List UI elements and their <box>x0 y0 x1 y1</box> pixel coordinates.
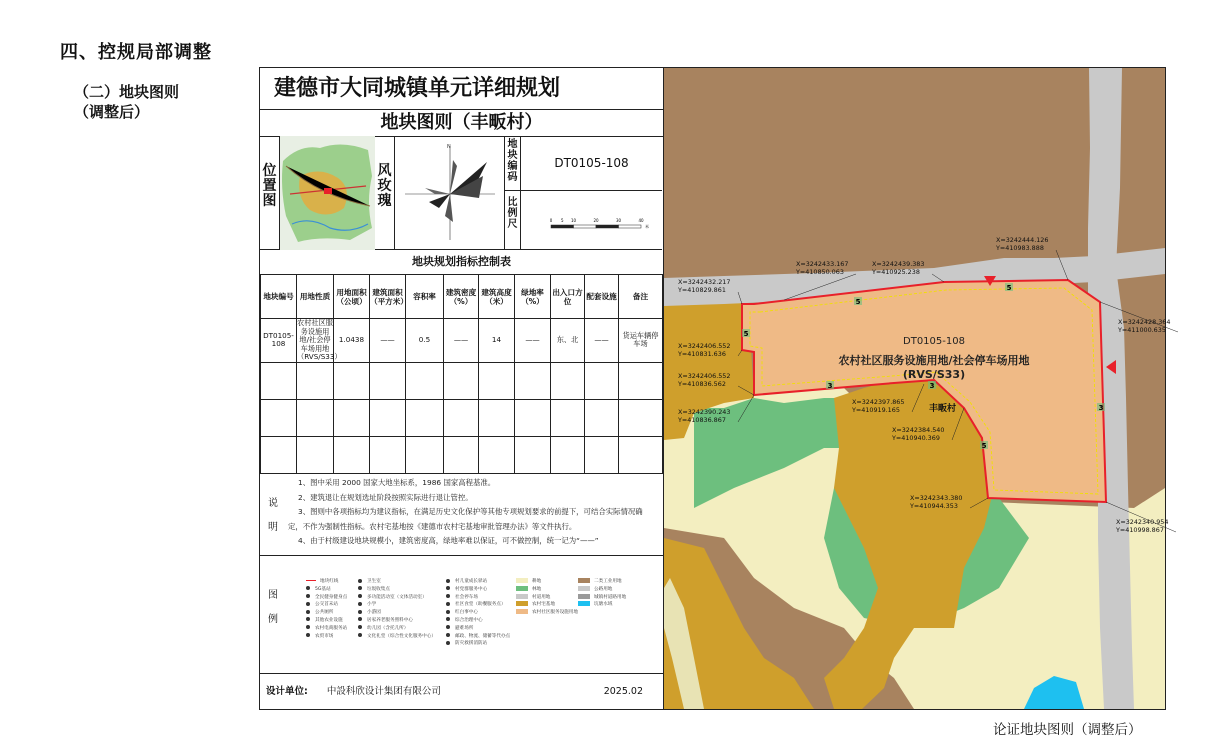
coord-y-label: Y=410831.636 <box>678 350 726 358</box>
setback-label: 3 <box>1098 404 1104 412</box>
plan-sheet <box>259 67 1171 710</box>
index-table-cell <box>551 399 585 436</box>
index-table <box>260 274 663 474</box>
index-table-cell <box>585 362 619 399</box>
legend-item: 小学 <box>358 601 436 609</box>
plot-use-label: 农村社区服务设施用地/社会停车场用地 <box>838 354 1030 367</box>
plot-code-label-cell <box>505 136 521 191</box>
index-table-cell: —— <box>370 319 406 363</box>
scale-tick-label: 30 <box>615 218 622 223</box>
note-line: 1、图中采用 2000 国家大地坐标系，1986 国家高程基准。 <box>298 478 496 487</box>
index-table-title: 地块规划指标控制表 <box>260 250 663 275</box>
figure-caption: 论证地块图则（调整后） <box>993 722 1142 738</box>
coord-x-label: X=3242397.865 <box>852 398 905 406</box>
scale-bar <box>521 191 662 250</box>
sheet-footer <box>260 674 663 709</box>
coord-y-label: Y=410829.861 <box>678 286 726 294</box>
scale-label: 比 例 尺 <box>507 197 518 230</box>
coord-x-label: X=3242433.167 <box>796 260 849 268</box>
index-table-cell <box>444 362 479 399</box>
legend-item: 农村社区服务设施用地 <box>516 609 578 617</box>
scale-tick-label: 0 <box>549 218 553 223</box>
designer-label: 设计单位: <box>266 686 308 697</box>
legend-item: 社会停车场 <box>446 594 510 602</box>
index-table-cell: —— <box>585 319 619 363</box>
coord-y-label: Y=410919.165 <box>852 406 900 414</box>
index-table-cell <box>297 399 334 436</box>
plot-map <box>664 68 1171 709</box>
coord-y-label: Y=410925.238 <box>872 268 920 276</box>
index-table-cell: 农村社区服务设施用地/社会停车场用地（RVS/S33） <box>297 318 342 361</box>
index-table-cell <box>334 436 370 473</box>
plot-code-map-label: (RVS/S33) <box>902 368 966 381</box>
legend-item: 二类工业用地 <box>578 578 626 586</box>
note-line: 2、建筑退让在规划选址阶段按照实际进行退让管控。 <box>298 492 473 502</box>
notes-label: 说 明 <box>268 498 278 533</box>
index-table-cell <box>515 436 551 473</box>
index-table-header: 出入口方位 <box>551 275 585 319</box>
index-table-header-row <box>261 275 663 319</box>
plot-code-value: DT0105-108 <box>554 156 629 170</box>
coord-y-label: Y=410940.369 <box>892 434 940 442</box>
index-table-cell: —— <box>444 319 479 363</box>
coord-x-label: X=3242432.217 <box>678 278 731 286</box>
index-table-cell <box>585 399 619 436</box>
location-label-cell <box>260 136 280 250</box>
legend-item: 公交首末站 <box>306 601 347 609</box>
sheet-subtitle: 地块图则（丰畈村） <box>260 110 663 137</box>
index-table-cell <box>444 436 479 473</box>
legend-item: 社区食堂（助餐服务点） <box>446 601 510 609</box>
index-table-cell: 14 <box>479 319 515 363</box>
legend-section <box>260 556 663 674</box>
village-name-label: 丰畈村 <box>929 404 957 414</box>
coord-y-label: Y=410983.888 <box>996 244 1044 252</box>
scale-tick-label: 10 <box>570 218 577 223</box>
scale-unit: 米 <box>645 224 649 229</box>
index-table-row <box>261 319 663 363</box>
index-table-cell <box>370 399 406 436</box>
index-table-header: 建筑密度（%） <box>444 275 479 319</box>
location-map-cell <box>280 136 375 250</box>
index-table-cell <box>297 436 334 473</box>
index-table-cell: 0.5 <box>406 319 444 363</box>
plot-code-label: 地 块 编 码 <box>507 139 518 183</box>
section-heading: 四、控规局部调整 <box>60 42 212 63</box>
sheet-info-panel <box>260 68 664 709</box>
index-table-cell <box>551 362 585 399</box>
sheet-title: 建德市大同城镇单元详细规划 <box>260 68 663 110</box>
coord-y-label: Y=411000.635 <box>1118 326 1166 334</box>
index-table-cell: 货运车辆停车场 <box>619 319 663 363</box>
legend-item: 全民健身健身点 <box>306 594 347 602</box>
index-table-header: 配套设施 <box>585 275 619 319</box>
notes-text <box>288 476 657 549</box>
index-table-cell <box>334 362 370 399</box>
index-table-header: 用地性质 <box>297 275 334 319</box>
coord-y-label: Y=410944.353 <box>910 502 958 510</box>
index-table-cell <box>619 399 663 436</box>
index-table-cell <box>515 362 551 399</box>
coord-x-label: X=3242444.126 <box>996 236 1049 244</box>
legend-item: 村儿童成长驿站 <box>446 578 510 586</box>
coord-y-label: Y=410836.867 <box>678 416 726 424</box>
index-table-cell <box>479 362 515 399</box>
svg-text:N: N <box>447 144 451 150</box>
scale-bar-segment <box>574 225 597 228</box>
windrose-label-cell <box>375 136 395 250</box>
location-map-thumbnail <box>280 136 375 250</box>
setback-label: 5 <box>981 442 987 450</box>
legend-item: 公共厕所 <box>306 609 347 617</box>
legend-item: 居家养老服务照料中心 <box>358 617 436 625</box>
index-table-cell <box>406 362 444 399</box>
legend-item: 村党群服务中心 <box>446 586 510 594</box>
index-table-cell: —— <box>515 319 551 363</box>
legend-item: 农村宅基地 <box>516 601 578 609</box>
note-line: 4、由于村级建设地块规模小，建筑密度高，绿地率难以保证，可不做控制，统一记为“——” <box>298 536 599 545</box>
index-table-header: 备注 <box>619 275 663 319</box>
scale-label-cell <box>505 191 521 250</box>
index-table-cell <box>515 399 551 436</box>
scale-tick-label: 40 <box>638 218 644 223</box>
coord-x-label: X=3242439.383 <box>872 260 925 268</box>
index-table-cell <box>479 436 515 473</box>
coord-x-label: X=3242428.364 <box>1118 318 1171 326</box>
coord-x-label: X=3242390.243 <box>678 408 731 416</box>
index-table-cell <box>444 399 479 436</box>
index-table-cell <box>297 362 334 399</box>
subsection-heading <box>74 82 179 122</box>
windrose-label: 风 玫 瑰 <box>377 163 392 209</box>
index-table-cell <box>551 436 585 473</box>
index-table-row <box>261 362 663 399</box>
index-table-cell <box>261 362 297 399</box>
subsection-heading-line1: （二）地块图则 <box>74 83 180 101</box>
location-label: 位 置 图 <box>262 163 277 209</box>
plot-map-svg <box>664 68 1171 709</box>
index-table-cell: 东、北 <box>551 319 585 363</box>
scale-bar-segment <box>551 225 574 228</box>
index-table-header: 容积率 <box>406 275 444 319</box>
setback-label: 3 <box>827 382 833 390</box>
index-table-row <box>261 436 663 473</box>
windrose-icon <box>395 136 505 250</box>
scale-tick-label: 20 <box>593 218 599 223</box>
legend-item: 坑塘水域 <box>578 601 626 609</box>
legend-item: 地块红线 <box>306 578 347 586</box>
plot-code-cell <box>521 136 662 191</box>
index-table-cell: 1.0438 <box>334 319 370 363</box>
legend-item: 综合治理中心 <box>446 617 510 625</box>
index-table-header: 地块编号 <box>261 275 297 319</box>
scale-bar-segment <box>619 225 642 228</box>
index-table-header: 建筑高度（米） <box>479 275 515 319</box>
scale-bar-cell <box>521 191 662 250</box>
index-table-cell <box>406 399 444 436</box>
legend-item: 多功能活动室（文体活动室） <box>358 594 436 602</box>
legend-item: 农贸市场 <box>306 633 347 641</box>
scale-tick-label: 5 <box>560 218 564 223</box>
index-table-row <box>261 399 663 436</box>
coord-x-label: X=3242406.552 <box>678 342 731 350</box>
notes-section <box>260 472 663 556</box>
index-table-header: 用地面积（公顷） <box>334 275 370 319</box>
legend-item: 其他农业设施 <box>306 617 347 625</box>
coord-y-label: Y=410998.867 <box>1116 526 1164 534</box>
legend-item: 小游园 <box>358 609 436 617</box>
index-table-cell <box>370 362 406 399</box>
legend-item: 农村电商服务站 <box>306 625 347 633</box>
subsection-heading-line2: （调整后） <box>74 103 150 121</box>
index-table-cell <box>585 436 619 473</box>
index-table-cell <box>261 436 297 473</box>
legend-item: 避难场所 <box>446 625 510 633</box>
setback-label: 5 <box>1006 284 1012 292</box>
index-table-header: 建筑面积（平方米） <box>370 275 406 319</box>
index-table-cell <box>370 436 406 473</box>
plot-id-label: DT0105-108 <box>903 336 965 347</box>
legend-item: 耕地 <box>516 578 578 586</box>
legend-item: 卫生室 <box>358 578 436 586</box>
legend-item: 城镇村道路用地 <box>578 594 626 602</box>
legend-item: 防灾救援消防站 <box>446 640 510 648</box>
legend-item: 村道用地 <box>516 594 578 602</box>
setback-label: 5 <box>855 298 861 306</box>
scale-bar-segment <box>596 225 619 228</box>
legend-col-3 <box>446 578 510 648</box>
index-table-cell <box>479 399 515 436</box>
designer-name: 中設科欣设计集团有限公司 <box>326 686 441 697</box>
setback-label: 3 <box>929 382 935 390</box>
note-line: 3、图则中各项指标均为建议指标，在满足历史文化保护等其他专项规划要求的前提下，可结合实际情况确定，不作为强制性指标。农村宅基地按《建德市农村宅基地审批管理办法》等文件执行。 <box>288 507 643 531</box>
index-table-cell <box>619 436 663 473</box>
index-table-cell <box>334 399 370 436</box>
sheet-date: 2025.02 <box>603 686 643 697</box>
setback-label: 5 <box>743 330 749 338</box>
legend-col-1 <box>306 578 347 640</box>
legend-col-4 <box>516 578 578 617</box>
legend-item: 垃圾收集点 <box>358 586 436 594</box>
coord-x-label: X=3242343.380 <box>910 494 963 502</box>
coord-y-label: Y=410850.063 <box>796 268 844 276</box>
windrose-cell <box>395 136 505 250</box>
legend-item: 红白事中心 <box>446 609 510 617</box>
index-table-cell <box>619 362 663 399</box>
legend-label: 图 例 <box>268 590 278 625</box>
coord-x-label: X=3242406.552 <box>678 372 731 380</box>
legend-item: 5G基站 <box>306 586 347 594</box>
coord-x-label: X=3242384.540 <box>892 426 945 434</box>
legend-item: 公路用地 <box>578 586 626 594</box>
coord-x-label: X=3242340.954 <box>1116 518 1169 526</box>
legend-item: 林地 <box>516 586 578 594</box>
legend-col-5 <box>578 578 626 609</box>
legend-item: 邮政、物流、储蓄等代办点 <box>446 633 510 641</box>
legend-col-2 <box>358 578 436 640</box>
legend-item: 幼儿园（含托儿所） <box>358 625 436 633</box>
index-table-cell <box>406 436 444 473</box>
index-table-cell <box>261 399 297 436</box>
legend-item: 文化礼堂（综合性文化服务中心） <box>358 633 436 641</box>
coord-y-label: Y=410836.562 <box>678 380 726 388</box>
index-table-cell: DT0105-108 <box>261 319 297 363</box>
index-table-header: 绿地率（%） <box>515 275 551 319</box>
